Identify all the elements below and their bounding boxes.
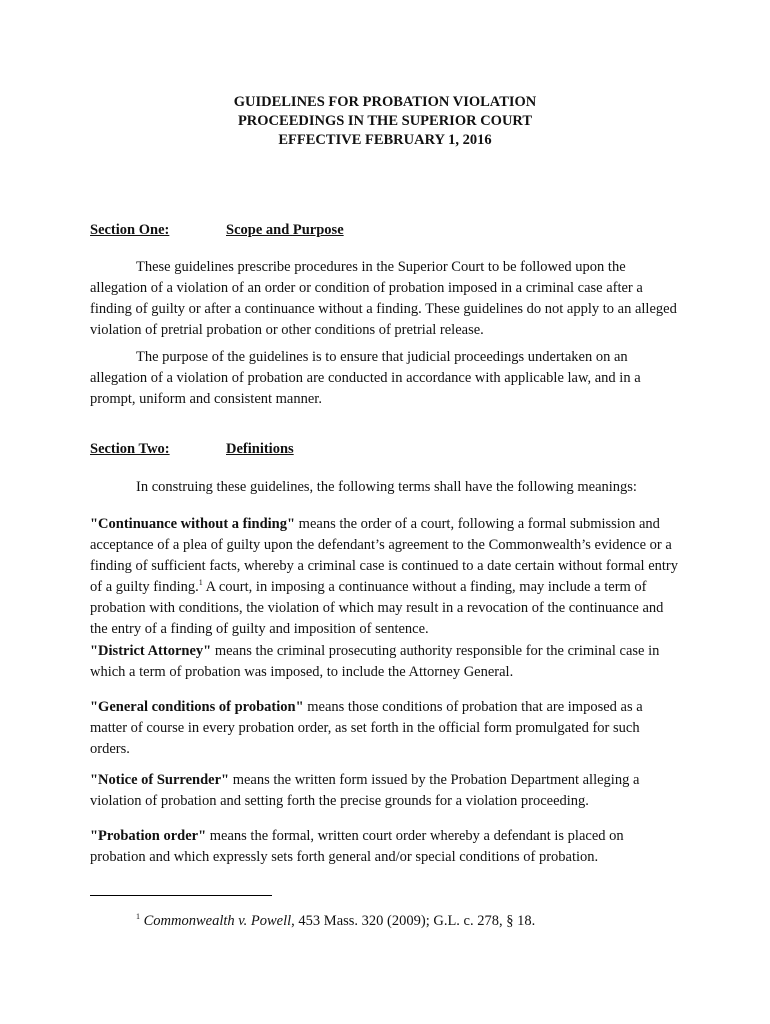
section-two-label: Section Two: (90, 441, 170, 457)
definition-term: "District Attorney" (90, 643, 212, 659)
footnote-citation: , 453 Mass. 320 (2009); G.L. c. 278, § 18. (291, 913, 536, 929)
title-line-3: EFFECTIVE FEBRUARY 1, 2016 (278, 132, 492, 148)
section-one-heading (90, 222, 344, 239)
section-one-label: Section One: (90, 222, 170, 238)
definition-term: "Continuance without a finding" (90, 516, 296, 532)
definition-text: means the order of a court, following a formal submission and acceptance of a plea of guilty upon the defendant’s agreement to the Commonwealth’s evidence or a finding of sufficient facts, whereby a criminal case is continued to a date certain without formal entry of a guilty finding. (90, 516, 678, 595)
section-one-paragraph-2: The purpose of the guidelines is to ensure that judicial proceedings undertaken on an allegation of a violation of probation are conducted in accordance with applicable law, and in a prompt, uniform and consistent manner. (90, 349, 641, 407)
footnote-case-name: Commonwealth v. Powell (143, 913, 292, 929)
definition-notice-of-surrender (90, 770, 680, 812)
section-one-paragraph-1: These guidelines prescribe procedures in the Superior Court to be followed upon the allegation of a violation of an order or condition of probation imposed in a criminal case after a finding of guilty or after a continuance without a finding. These guidelines do not apply to an alleged violation of pretrial probation or other conditions of pretrial release. (90, 259, 677, 338)
definition-probation-order (90, 826, 680, 868)
definition-term: "General conditions of probation" (90, 699, 304, 715)
definition-term: "Notice of Surrender" (90, 772, 230, 788)
definition-text: means the criminal prosecuting authority responsible for the criminal case in which a term of probation was imposed, to include the Attorney General. (90, 643, 660, 680)
definition-text: means the formal, written court order whereby a defendant is placed on probation and which expressly sets forth general and/or special conditions of probation. (90, 828, 624, 865)
section-two-title: Definitions (226, 441, 294, 457)
footnote-reference[interactable]: 1 (198, 578, 203, 587)
definition-text: means the written form issued by the Probation Department alleging a violation of probation and setting forth the precise grounds for a violation proceeding. (90, 772, 640, 809)
definition-general-conditions (90, 697, 680, 760)
definition-continuance (90, 514, 680, 640)
definition-text-continued: A court, in imposing a continuance without a finding, may include a term of probation with conditions, the violation of which may result in a revocation of the continuance and the entry of a finding of guilty and imposition of sentence. (90, 579, 664, 637)
footnote-divider (90, 895, 272, 896)
footnote (136, 913, 535, 930)
section-two-intro: In construing these guidelines, the following terms shall have the following meanings: (136, 479, 637, 495)
document-title (0, 93, 770, 150)
title-line-1: GUIDELINES FOR PROBATION VIOLATION (233, 94, 537, 110)
footnote-mark: 1 (136, 912, 140, 921)
section-one-title: Scope and Purpose (226, 222, 344, 238)
definition-term: "Probation order" (90, 828, 207, 844)
title-line-2: PROCEEDINGS IN THE SUPERIOR COURT (237, 113, 533, 129)
definition-district-attorney (90, 641, 680, 683)
section-two-heading (90, 441, 294, 458)
definition-text: means those conditions of probation that are imposed as a matter of course in every probation order, as set forth in the official form promulgated for such orders. (90, 699, 643, 757)
